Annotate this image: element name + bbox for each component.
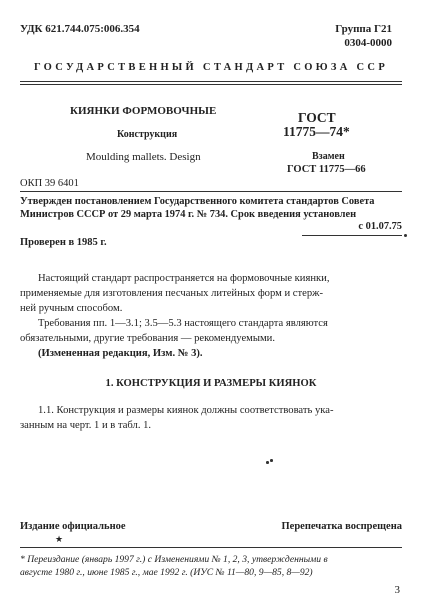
section-para-line-2: занным на черт. 1 и в табл. 1. [20,420,152,431]
replace-label: Взамен [312,151,345,162]
footnote-line-2: августе 1980 г., июне 1985 г., мае 1992 г. (ИУС № 11—80, 9—85, 8—92) [20,567,313,578]
requirements-line-1: Требования пп. 1—3.1; 3.5—5.3 настоящего стандарта являются [38,318,328,329]
mark-dot [270,459,273,462]
state-standard-heading: ГОСУДАРСТВЕННЫЙ СТАНДАРТ СОЮЗА ССР [33,62,389,73]
approval-line-1: Утвержден постановлением Государственного комитета стандартов Совета [20,196,375,207]
classifier-code: 0304-0000 [344,37,392,49]
effective-date-rule [302,235,402,236]
requirements-line-2: обязательными, другие требования — рекомендуемыми. [20,333,276,344]
footer-rule [20,547,402,548]
header-rule-bottom [20,84,402,85]
intro-line-2: применяемые для изготовления песчаных литейных форм и стерж- [20,288,323,299]
revision-note: (Измененная редакция, Изм. № 3). [38,348,203,359]
english-title: Moulding mallets. Design [86,151,201,163]
footnote-line-1: * Переиздание (январь 1997 г.) с Изменениями № 1, 2, 3, утвержденными в [20,554,328,565]
gost-number: 11775—74* [283,124,350,139]
intro-line-1: Настоящий стандарт распространяется на формовочные киянки, [38,273,330,284]
group-code: Группа Г21 [335,23,392,35]
margin-dot [404,234,407,237]
reprint-prohibited: Перепечатка воспрещена [281,521,402,532]
header-rule-top [20,81,402,82]
checked-year: Проверен в 1985 г. [20,237,107,248]
okp-rule [20,191,402,192]
star-icon: ★ [55,534,64,544]
effective-date: с 01.07.75 [358,221,402,232]
section-heading: 1. КОНСТРУКЦИЯ И РАЗМЕРЫ КИЯНОК [105,378,317,389]
gost-label: ГОСТ [298,110,336,125]
intro-line-3: ней ручным способом. [20,303,123,314]
standard-title: КИЯНКИ ФОРМОВОЧНЫЕ [70,105,217,117]
approval-line-2: Министров СССР от 29 марта 1974 г. № 734. Срок введения установлен [20,209,357,220]
udk-code: УДК 621.744.075:006.354 [20,23,140,35]
section-para-line-1: 1.1. Конструкция и размеры киянок должны соответствовать ука- [38,405,334,416]
okp-code: ОКП 39 6401 [20,178,79,189]
replace-number: ГОСТ 11775—66 [287,164,366,175]
mark-dot [266,461,269,464]
standard-subtitle: Конструкция [117,129,178,140]
page-number: 3 [394,584,400,596]
official-edition: Издание официальное [20,521,126,532]
